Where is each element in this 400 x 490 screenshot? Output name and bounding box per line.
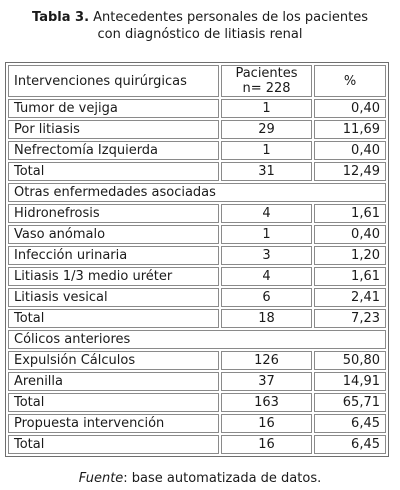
section-row — [8, 330, 386, 349]
row-patients: 16 — [221, 435, 312, 454]
row-label: Total — [8, 309, 219, 328]
table-row — [8, 204, 386, 223]
row-percent: 2,41 — [314, 288, 386, 307]
caption-title-part-1: Antecedentes personales de los pacientes — [89, 10, 368, 25]
caption-line-2: con diagnóstico de litiasis renal — [97, 27, 303, 42]
row-patients: 1 — [221, 141, 312, 160]
row-patients: 163 — [221, 393, 312, 412]
section-label: Otras enfermedades asociadas — [8, 183, 386, 202]
row-percent: 11,69 — [314, 120, 386, 139]
row-percent: 0,40 — [314, 225, 386, 244]
row-patients: 4 — [221, 204, 312, 223]
row-patients: 16 — [221, 414, 312, 433]
row-percent: 6,45 — [314, 435, 386, 454]
section-label: Cólicos anteriores — [8, 330, 386, 349]
row-percent: 1,20 — [314, 246, 386, 265]
row-percent: 12,49 — [314, 162, 386, 181]
table-row — [8, 246, 386, 265]
row-label: Vaso anómalo — [8, 225, 219, 244]
row-patients: 31 — [221, 162, 312, 181]
total-row — [8, 435, 386, 454]
table-row — [8, 267, 386, 286]
row-label: Expulsión Cálculos — [8, 351, 219, 370]
row-patients: 6 — [221, 288, 312, 307]
row-percent: 50,80 — [314, 351, 386, 370]
row-percent: 0,40 — [314, 99, 386, 118]
row-label: Total — [8, 393, 219, 412]
row-percent: 0,40 — [314, 141, 386, 160]
header-patients-line-1: Pacientes — [235, 66, 298, 81]
header-patients — [221, 65, 312, 97]
total-row — [8, 162, 386, 181]
table-row — [8, 141, 386, 160]
footnote-source-label: Fuente — [78, 471, 124, 486]
header-percent: % — [314, 65, 386, 97]
table-body — [8, 65, 386, 454]
total-row — [8, 309, 386, 328]
table-row — [8, 372, 386, 391]
row-label: Litiasis 1/3 medio uréter — [8, 267, 219, 286]
section-row — [8, 183, 386, 202]
caption-line-1 — [0, 9, 400, 26]
row-label: Arenilla — [8, 372, 219, 391]
data-table — [5, 62, 389, 457]
footnote-source-text: : base automatizada de datos. — [123, 471, 322, 486]
row-label: Propuesta intervención — [8, 414, 219, 433]
row-label: Tumor de vejiga — [8, 99, 219, 118]
row-patients: 29 — [221, 120, 312, 139]
table-row — [8, 99, 386, 118]
row-percent: 7,23 — [314, 309, 386, 328]
row-patients: 1 — [221, 99, 312, 118]
row-label: Total — [8, 162, 219, 181]
row-label: Nefrectomía Izquierda — [8, 141, 219, 160]
header-patients-line-2: n= 228 — [242, 81, 291, 96]
row-percent: 65,71 — [314, 393, 386, 412]
header-interventions: Intervenciones quirúrgicas — [8, 65, 219, 97]
table-row — [8, 120, 386, 139]
row-label: Hidronefrosis — [8, 204, 219, 223]
row-label: Litiasis vesical — [8, 288, 219, 307]
row-percent: 1,61 — [314, 204, 386, 223]
row-patients: 126 — [221, 351, 312, 370]
row-patients: 37 — [221, 372, 312, 391]
total-row — [8, 393, 386, 412]
row-percent: 6,45 — [314, 414, 386, 433]
row-patients: 18 — [221, 309, 312, 328]
table-row — [8, 351, 386, 370]
table-row — [8, 288, 386, 307]
table-header-row — [8, 65, 386, 97]
table-row — [8, 225, 386, 244]
table-caption — [0, 9, 400, 43]
row-percent: 1,61 — [314, 267, 386, 286]
row-patients: 1 — [221, 225, 312, 244]
row-label: Infección urinaria — [8, 246, 219, 265]
row-label: Por litiasis — [8, 120, 219, 139]
table-footnote — [0, 470, 400, 487]
row-patients: 3 — [221, 246, 312, 265]
table-row — [8, 414, 386, 433]
row-percent: 14,91 — [314, 372, 386, 391]
row-label: Total — [8, 435, 219, 454]
caption-label: Tabla 3. — [32, 10, 90, 25]
row-patients: 4 — [221, 267, 312, 286]
